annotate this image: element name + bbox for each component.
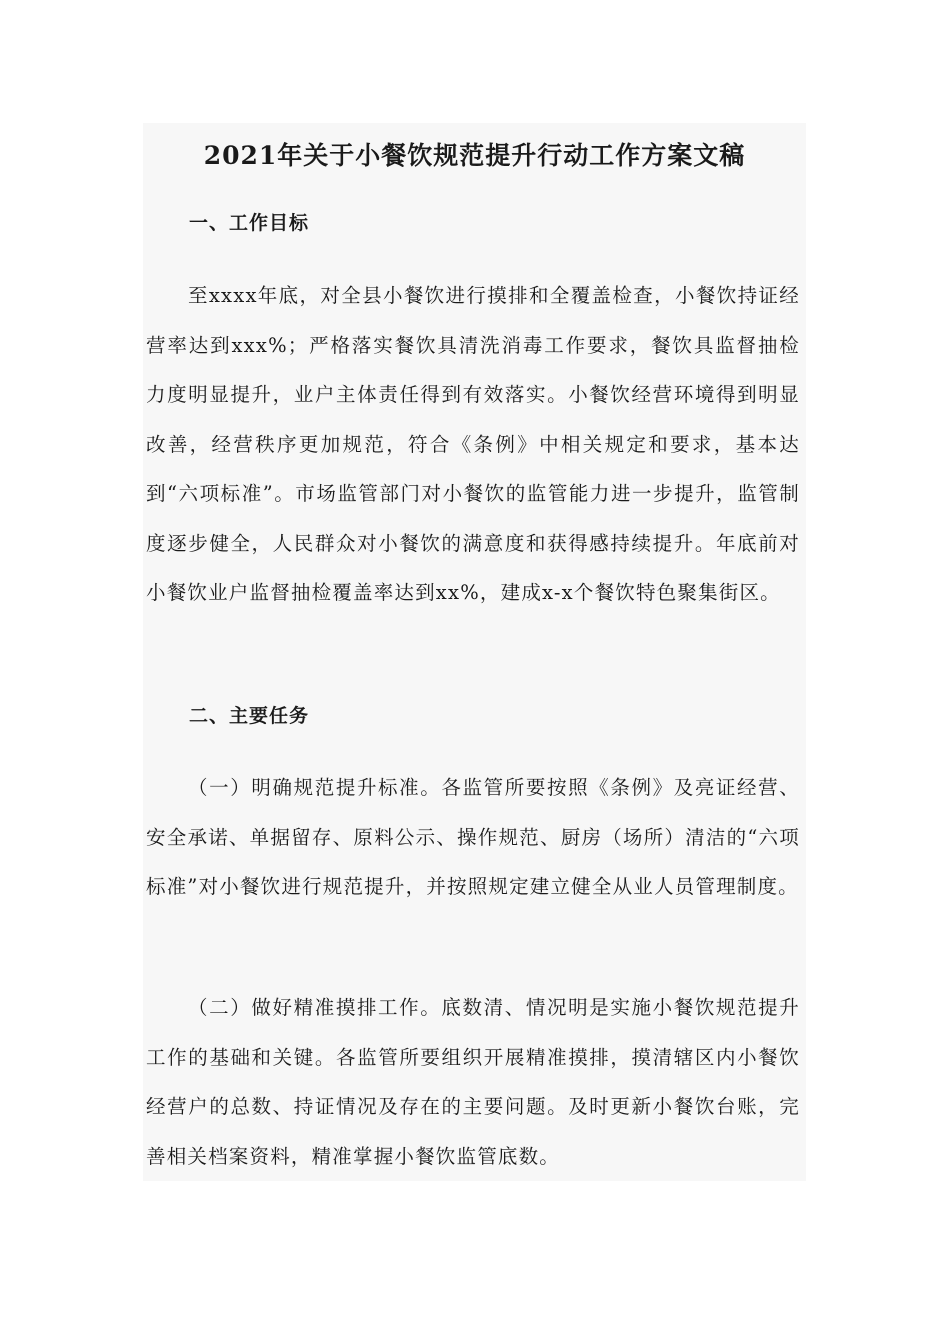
task-paragraph-1: （一）明确规范提升标准。各监管所要按照《条例》及亮证经营、安全承诺、单据留存、原料公示、操作规范、厨房（场所）清洁的“六项标准”对小餐饮进行规范提升，并按照规定建立健全从业人员管理制度。 [146, 776, 800, 898]
document-title: 2021年关于小餐饮规范提升行动工作方案文稿 [203, 141, 746, 170]
task-paragraph-2: （二）做好精准摸排工作。底数清、情况明是实施小餐饮规范提升工作的基础和关键。各监管所要组织开展精准摸排，摸清辖区内小餐饮经营户的总数、持证情况及存在的主要问题。及时更新小餐饮台账，完善相关档案资料，精准掌握小餐饮监管底数。 [146, 996, 800, 1168]
section-heading-tasks: 二、主要任务 [189, 705, 310, 727]
goals-paragraph: 至xxxx年底，对全县小餐饮进行摸排和全覆盖检查，小餐饮持证经营率达到xxx%；严格落实餐饮具清洗消毒工作要求，餐饮具监督抽检力度明显提升，业户主体责任得到有效落实。小餐饮经营环境得到明显改善，经营秩序更加规范，符合《条例》中相关规定和要求，基本达到“六项标准”。市场监管部门对小餐饮的监管能力进一步提升，监管制度逐步健全，人民群众对小餐饮的满意度和获得感持续提升。年底前对小餐饮业户监督抽检覆盖率达到xx%，建成x-x个餐饮特色聚集街区。 [146, 284, 800, 604]
section-heading-goals: 一、工作目标 [189, 212, 310, 234]
document-page [143, 123, 806, 1181]
